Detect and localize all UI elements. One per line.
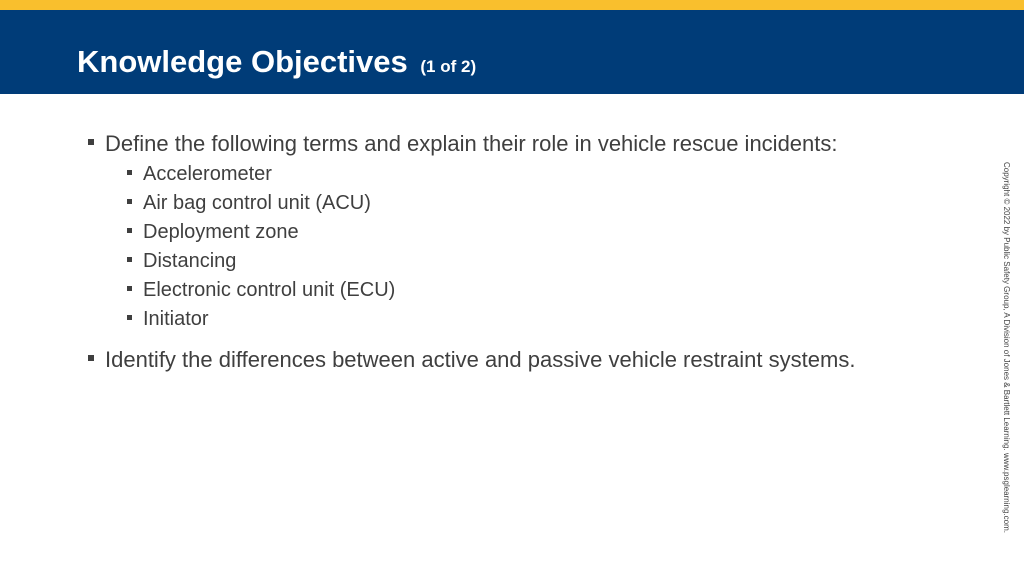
- sub-bullet-text: Initiator: [143, 308, 209, 330]
- bullet-text: Identify the differences between active and passive vehicle restraint systems.: [105, 347, 856, 372]
- title-bar: [0, 10, 1024, 94]
- sub-bullet-list: [85, 160, 965, 334]
- square-bullet-icon: [127, 199, 132, 204]
- sub-bullet-text: Electronic control unit (ECU): [143, 279, 396, 301]
- copyright-notice: Copyright © 2022 by Public Safety Group, A Division of Jones & Bartlett Learning. www.psglearning.com.: [1002, 162, 1011, 533]
- slide-title: [77, 43, 476, 86]
- accent-stripe: [0, 0, 1024, 10]
- square-bullet-icon: [127, 228, 132, 233]
- sub-bullet-item: [85, 218, 965, 247]
- bullet-item-1: [85, 128, 965, 160]
- sub-bullet-item: [85, 189, 965, 218]
- sub-bullet-item: [85, 160, 965, 189]
- square-bullet-icon: [127, 315, 132, 320]
- sub-bullet-text: Distancing: [143, 250, 237, 272]
- square-bullet-icon: [88, 139, 94, 145]
- bullet-item-2: [85, 344, 965, 376]
- sub-bullet-item: [85, 276, 965, 305]
- bullet-list: [85, 128, 965, 376]
- bullet-text: Define the following terms and explain their role in vehicle rescue incidents:: [105, 131, 838, 156]
- square-bullet-icon: [127, 286, 132, 291]
- sub-bullet-item: [85, 247, 965, 276]
- square-bullet-icon: [88, 355, 94, 361]
- slide-title-suffix: (1 of 2): [420, 57, 477, 76]
- sub-bullet-text: Deployment zone: [143, 221, 299, 243]
- square-bullet-icon: [127, 170, 132, 175]
- sub-bullet-text: Air bag control unit (ACU): [143, 192, 371, 214]
- square-bullet-icon: [127, 257, 132, 262]
- slide-title-text: Knowledge Objectives: [77, 44, 408, 79]
- sub-bullet-text: Accelerometer: [143, 163, 272, 185]
- sub-bullet-item: [85, 305, 965, 334]
